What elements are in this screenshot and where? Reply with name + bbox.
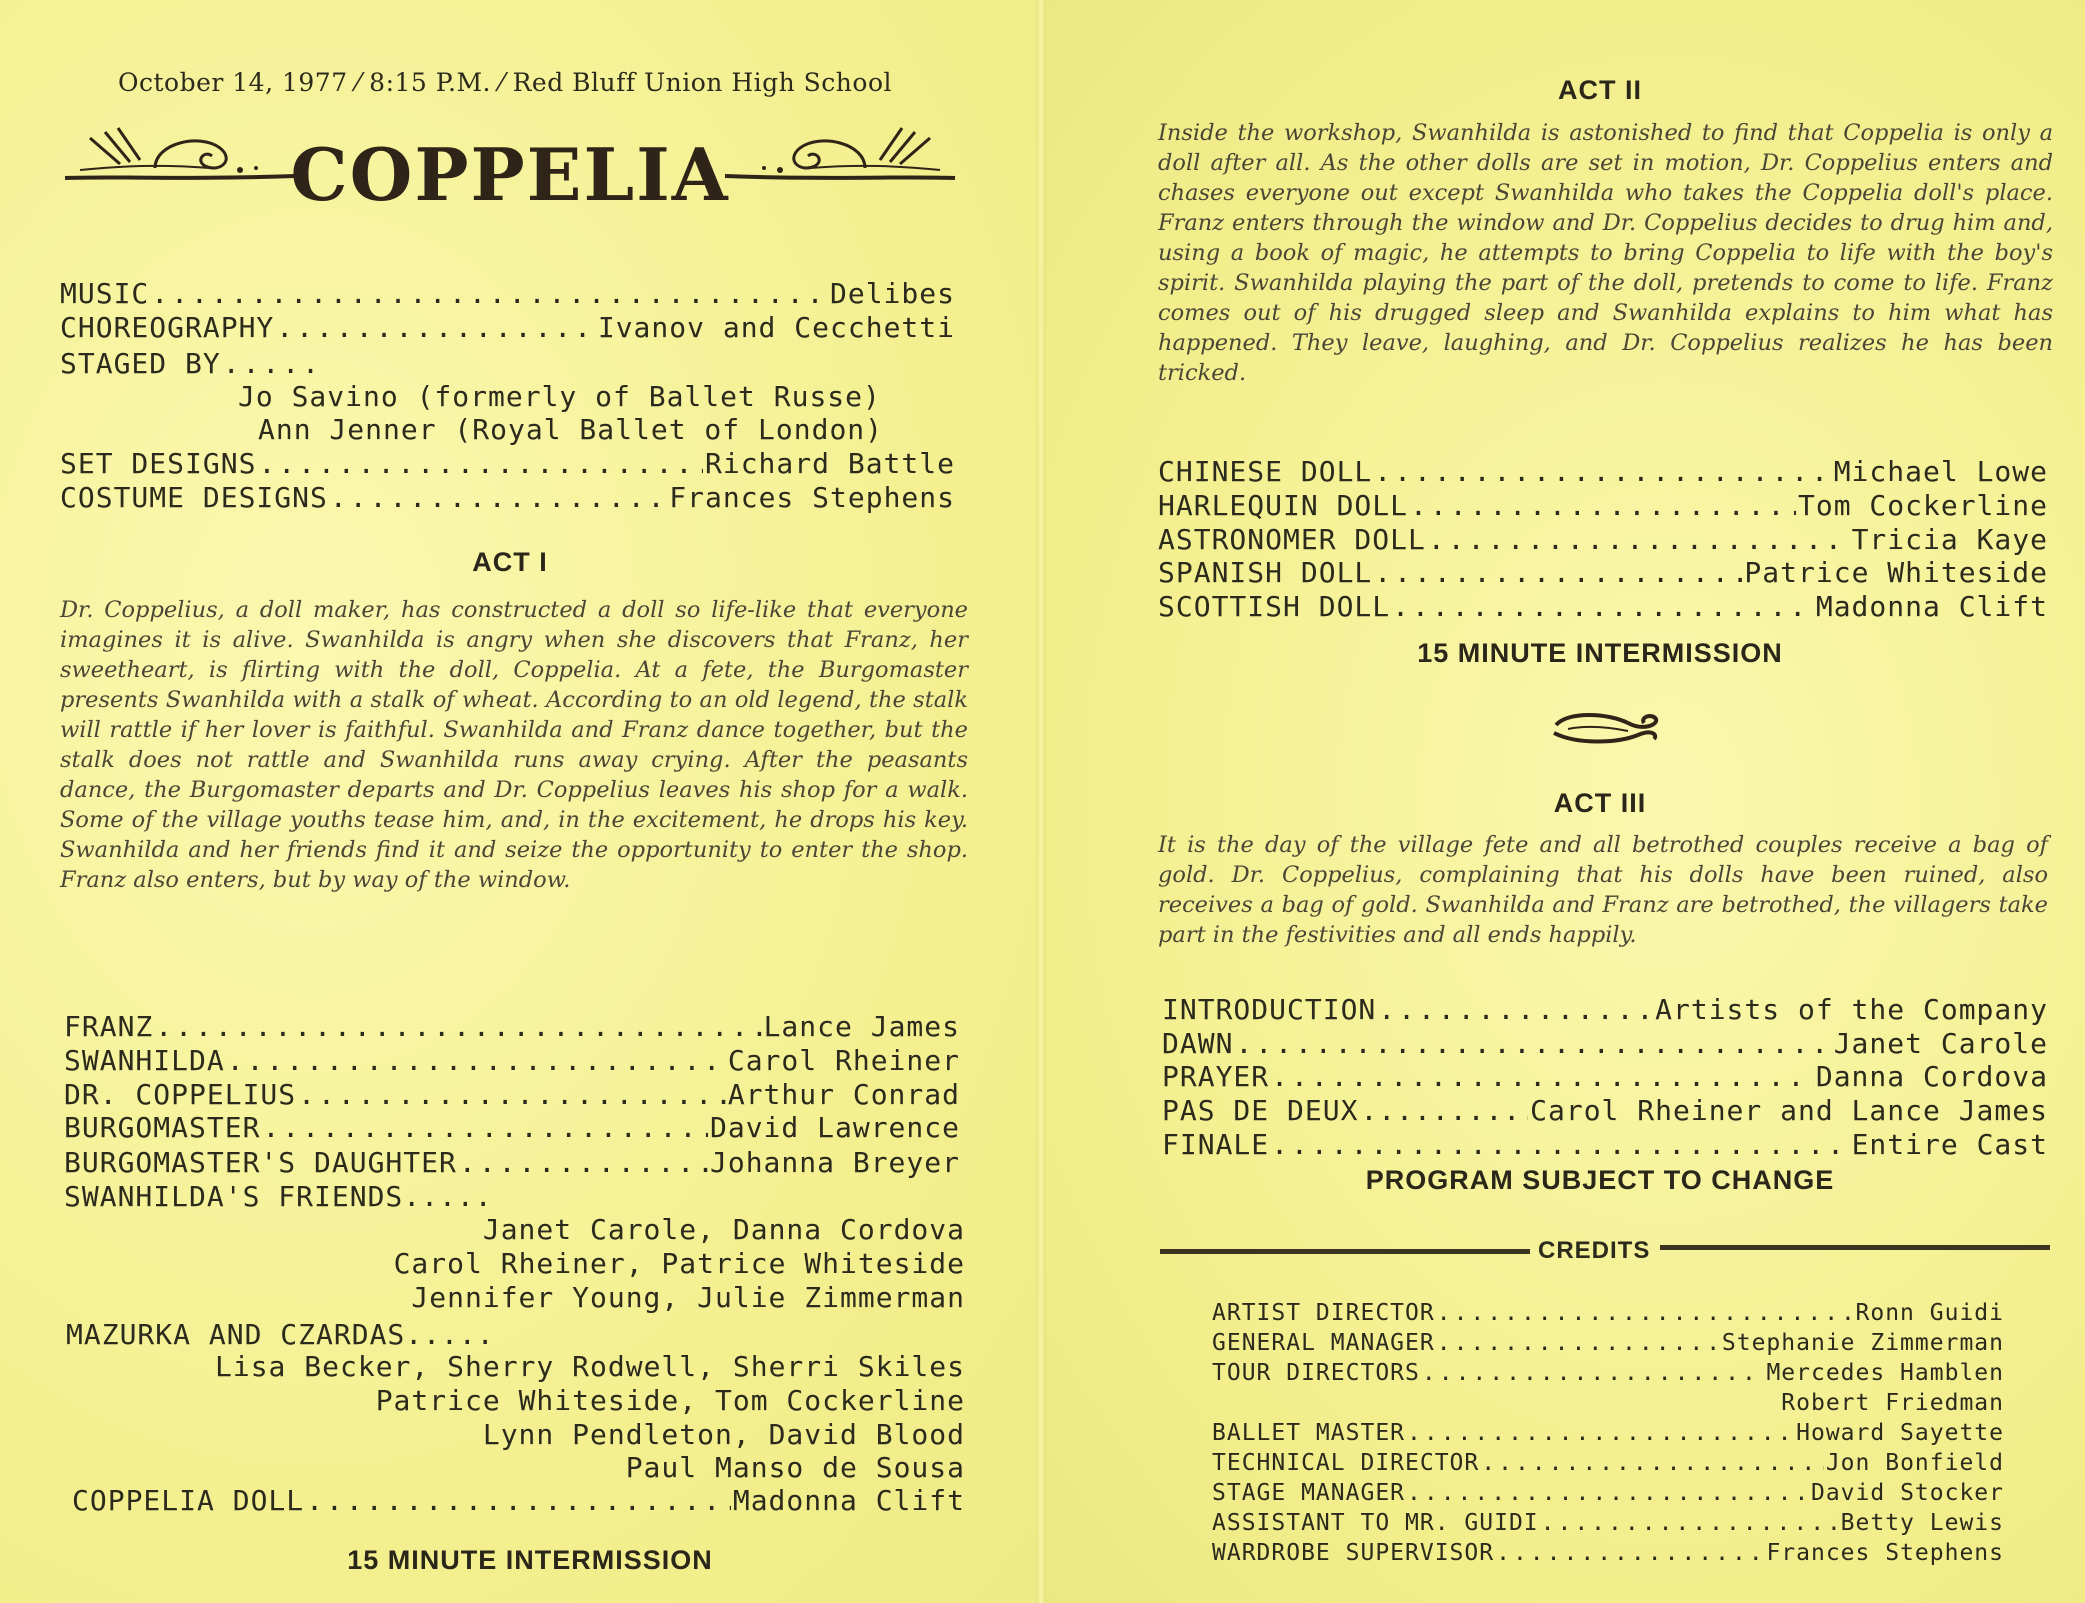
credit-row: TOUR DIRECTORS ..... Mercedes Hamblen xyxy=(1212,1360,2004,1386)
cast-row: SWANHILDA ..... Carol Rheiner xyxy=(64,1044,960,1077)
cast-row: FRANZ ..... Lance James xyxy=(64,1010,960,1043)
cast-row: FINALE ..... Entire Cast xyxy=(1162,1128,2048,1161)
credit-row: ASSISTANT TO MR. GUIDI ..... Betty Lewis xyxy=(1212,1510,2004,1536)
mazurka-label: MAZURKA AND CZARDAS..... xyxy=(66,1318,495,1351)
ornament-icon xyxy=(1548,705,1663,751)
page-fold xyxy=(1036,0,1046,1603)
credit-row: TECHNICAL DIRECTOR ..... Jon Bonfield xyxy=(1212,1450,2004,1476)
credit-row: BALLET MASTER ..... Howard Sayette xyxy=(1212,1420,2004,1446)
title-block xyxy=(60,118,960,218)
cast-row: DR. COPPELIUS ..... Arthur Conrad xyxy=(64,1078,960,1111)
cast-row: INTRODUCTION ..... Artists of the Company xyxy=(1162,993,2048,1026)
credits-rule-left xyxy=(1160,1249,1530,1254)
mazurka-names: Paul Manso de Sousa xyxy=(625,1451,965,1484)
credit-row: ARTIST DIRECTOR ..... Ronn Guidi xyxy=(1212,1300,2004,1326)
friends-label: SWANHILDA'S FRIENDS..... xyxy=(64,1180,493,1213)
staged-by-name: Ann Jenner (Royal Ballet of London) xyxy=(258,413,884,446)
cast-row: DAWN ..... Janet Carole xyxy=(1162,1027,2048,1060)
friends-names: Janet Carole, Danna Cordova xyxy=(482,1213,965,1246)
mazurka-names: Lisa Becker, Sherry Rodwell, Sherri Skiles xyxy=(214,1350,965,1383)
credits-heading: CREDITS xyxy=(1538,1237,1651,1264)
friends-names: Carol Rheiner, Patrice Whiteside xyxy=(393,1247,965,1280)
credit-row: STAGE MANAGER ..... David Stocker xyxy=(1212,1480,2004,1506)
cast-row: SPANISH DOLL ..... Patrice Whiteside xyxy=(1158,556,2048,589)
credit-set-designs: SET DESIGNS ..... Richard Battle xyxy=(60,447,955,480)
credit-row: WARDROBE SUPERVISOR ..... Frances Stephens xyxy=(1212,1540,2004,1566)
act-2-intermission: 15 MINUTE INTERMISSION xyxy=(1417,638,1783,668)
act-1-synopsis: Dr. Coppelius, a doll maker, has constructed a doll so life-like that everyone imagines it is alive. Swanhilda is angry when she discovers that Franz, her sweetheart, is flirting with the doll, Coppelia. At a fete, the Burgomaster presents Swanhilda with a stalk of wheat. According to an old legend, the stalk will rattle if her lover is faithful. Swanhilda and Franz dance together, but the stalk does not rattle and Swanhilda runs away crying. After the peasants dance, the Burgomaster departs and Dr. Coppelius leaves his shop for a walk. Some of the village youths tease him, and, in the excitement, he drops his key. Swanhilda and her friends find it and seize the opportunity to enter the shop. Franz also enters, but by way of the window. xyxy=(60,597,968,893)
cast-row: SCOTTISH DOLL ..... Madonna Clift xyxy=(1158,590,2048,623)
act-3-heading: ACT III xyxy=(1553,788,1647,818)
cast-row-coppelia-doll: COPPELIA DOLL ..... Madonna Clift xyxy=(72,1484,965,1517)
act-1-intermission: 15 MINUTE INTERMISSION xyxy=(347,1545,713,1575)
credit-music: MUSIC ..... Delibes xyxy=(60,277,955,310)
act-2-synopsis: Inside the workshop, Swanhilda is astonished to find that Coppelia is only a doll after all. As the other dolls are set in motion, Dr. Coppelius enters and chases everyone out except Swanhilda who takes the Coppelia doll's place. Franz enters through the window and Dr. Coppelius decides to drug him and, using a book of magic, he attempts to bring Coppelia to life with the boy's spirit. Swanhilda playing the part of the doll, pretends to come to life. Franz comes out of his drugged sleep and Swanhilda explains to him what has happened. They leave, laughing, and Dr. Coppelius realizes he has been tricked. xyxy=(1158,120,2053,386)
credit-choreography: CHOREOGRAPHY ..... Ivanov and Cecchetti xyxy=(60,311,955,344)
act-2-heading: ACT II xyxy=(1558,75,1642,105)
credit-costume-designs: COSTUME DESIGNS ..... Frances Stephens xyxy=(60,481,955,514)
friends-names: Jennifer Young, Julie Zimmerman xyxy=(411,1281,965,1314)
cast-row: CHINESE DOLL ..... Michael Lowe xyxy=(1158,455,2048,488)
cast-row: HARLEQUIN DOLL ..... Tom Cockerline xyxy=(1158,489,2048,522)
act-3-synopsis: It is the day of the village fete and all betrothed couples receive a bag of gold. Dr. Coppelius, complaining that his dolls have been ruined, also receives a bag of gold. Swanhilda and Franz are betrothed, the villagers take part in the festivities and all ends happily. xyxy=(1158,832,2048,948)
cast-row: PAS DE DEUX ..... Carol Rheiner and Lance James xyxy=(1162,1094,2048,1127)
show-title: COPPELIA xyxy=(290,132,730,217)
cast-row: PRAYER ..... Danna Cordova xyxy=(1162,1060,2048,1093)
date-venue-line: October 14, 1977 ⁄ 8:15 P.M. ⁄ Red Bluff Union High School xyxy=(117,68,893,97)
mazurka-names: Patrice Whiteside, Tom Cockerline xyxy=(375,1384,965,1417)
credits-rule-right xyxy=(1660,1245,2050,1250)
credit-staged-by: STAGED BY ..... xyxy=(60,347,340,380)
program-notice: PROGRAM SUBJECT TO CHANGE xyxy=(1365,1165,1835,1195)
act-1-heading: ACT I xyxy=(472,547,548,577)
right-flourish-icon xyxy=(710,118,960,198)
cast-row: BURGOMASTER ..... David Lawrence xyxy=(64,1111,960,1144)
cast-row: BURGOMASTER'S DAUGHTER ..... Johanna Breyer xyxy=(64,1146,960,1179)
credit-row-continued: Robert Friedman xyxy=(1781,1390,2004,1416)
staged-by-name: Jo Savino (formerly of Ballet Russe) xyxy=(238,380,881,413)
credit-row: GENERAL MANAGER ..... Stephanie Zimmerman xyxy=(1212,1330,2004,1356)
mazurka-names: Lynn Pendleton, David Blood xyxy=(482,1418,965,1451)
cast-row: ASTRONOMER DOLL ..... Tricia Kaye xyxy=(1158,523,2048,556)
